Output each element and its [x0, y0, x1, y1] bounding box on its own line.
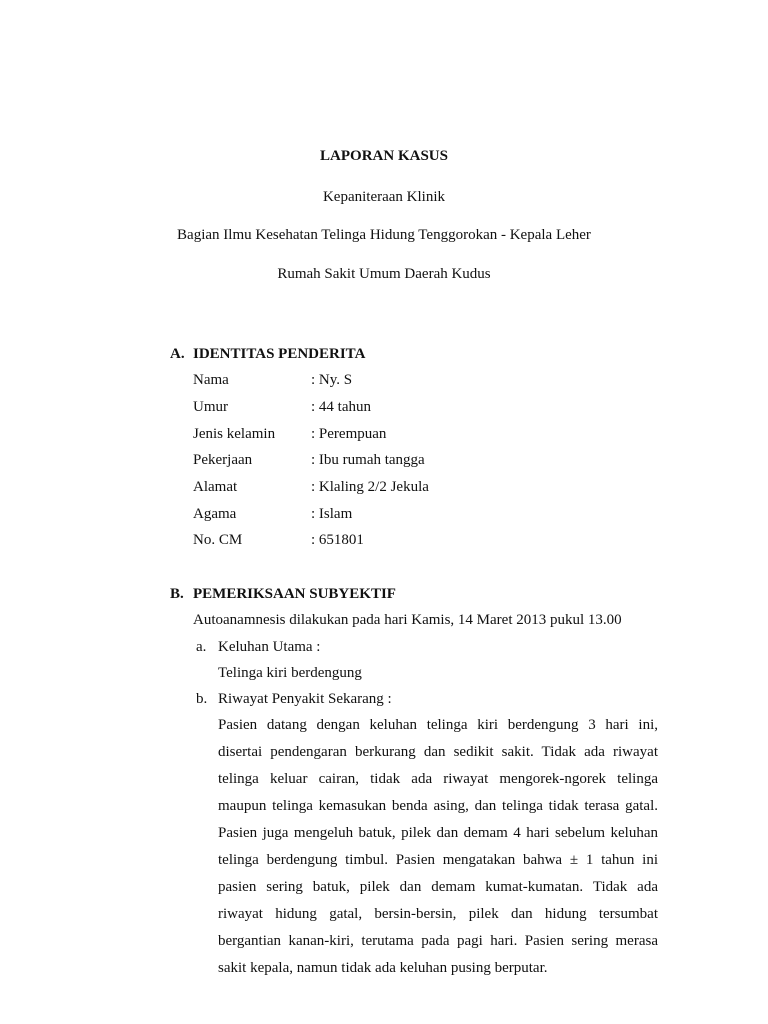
identity-label: Pekerjaan	[193, 452, 253, 468]
section-a-letter: A.	[170, 346, 185, 362]
section-a-title: IDENTITAS PENDERITA	[193, 346, 366, 362]
section-b-title: PEMERIKSAAN SUBYEKTIF	[193, 586, 396, 602]
paragraph-line: telinga berdengung timbul. Pasien mengatakan bahwa ± 1 tahun ini	[218, 852, 658, 868]
paragraph-line: Pasien juga mengeluh batuk, pilek dan demam 4 hari sebelum keluhan	[218, 825, 658, 841]
identity-value: : Islam	[311, 506, 353, 522]
item-a-marker: a.	[196, 639, 207, 655]
paragraph-line: riwayat hidung gatal, bersin-bersin, pilek dan hidung tersumbat	[218, 906, 658, 922]
identity-label: Jenis kelamin	[193, 426, 276, 442]
identity-label: Nama	[193, 372, 229, 388]
identity-value: : 44 tahun	[311, 399, 371, 415]
paragraph-line: sakit kepala, namun tidak ada keluhan pusing berputar.	[218, 960, 548, 976]
paragraph-line: bergantian kanan-kiri, terutama pada pagi hari. Pasien sering merasa	[218, 933, 658, 949]
chief-complaint-text: Telinga kiri berdengung	[218, 665, 362, 681]
identity-label: Agama	[193, 506, 237, 522]
item-b-title: Riwayat Penyakit Sekarang :	[218, 691, 392, 707]
identity-value: : Ny. S	[311, 372, 353, 388]
subtitle-clerkship: Kepaniteraan Klinik	[322, 189, 446, 205]
subtitle-hospital: Rumah Sakit Umum Daerah Kudus	[277, 266, 491, 282]
identity-label: Alamat	[193, 479, 238, 495]
paragraph-line: maupun telinga kemasukan benda asing, dan telinga tidak terasa gatal.	[218, 798, 658, 814]
identity-label: No. CM	[193, 532, 243, 548]
section-b-letter: B.	[170, 586, 184, 602]
paragraph-line: pasien sering batuk, pilek dan demam kumat-kumatan. Tidak ada	[218, 879, 658, 895]
report-title: LAPORAN KASUS	[320, 148, 448, 164]
history-paragraph	[218, 712, 658, 982]
paragraph-line: Pasien datang dengan keluhan telinga kiri berdengung 3 hari ini,	[218, 717, 658, 733]
identity-value: : Perempuan	[311, 426, 387, 442]
identity-value: : 651801	[311, 532, 364, 548]
identity-value: : Klaling 2/2 Jekula	[311, 479, 429, 495]
item-a-title: Keluhan Utama :	[218, 639, 321, 655]
identity-value: : Ibu rumah tangga	[311, 452, 425, 468]
paragraph-line: telinga keluar cairan, tidak ada riwayat mengorek-ngorek telinga	[218, 771, 658, 787]
identity-label: Umur	[193, 399, 228, 415]
paragraph-line: disertai pendengaran berkurang dan sedikit sakit. Tidak ada riwayat	[218, 744, 658, 760]
item-b-marker: b.	[196, 691, 208, 707]
anamnesis-intro: Autoanamnesis dilakukan pada hari Kamis, 14 Maret 2013 pukul 13.00	[193, 612, 622, 628]
subtitle-department: Bagian Ilmu Kesehatan Telinga Hidung Tenggorokan - Kepala Leher	[177, 227, 591, 243]
